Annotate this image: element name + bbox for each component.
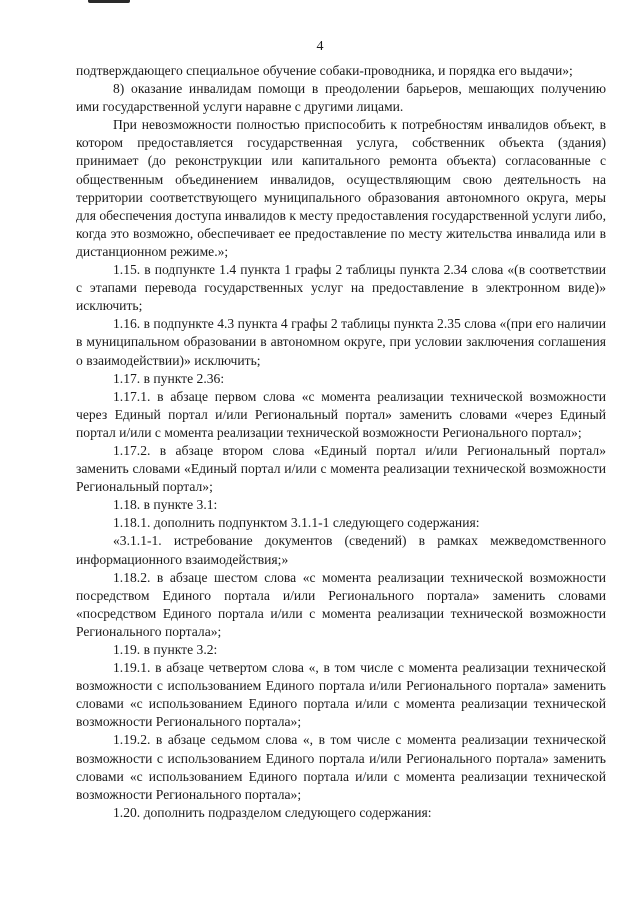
paragraph: 8) оказание инвалидам помощи в преодолении барьеров, мешающих получению ими государственной услуги наравне с другими лицами. bbox=[76, 81, 606, 115]
paragraph: «3.1.1-1. истребование документов (сведений) в рамках межведомственного информационного взаимодействия;» bbox=[76, 533, 606, 567]
paragraph: 1.19.1. в абзаце четвертом слова «, в том числе с момента реализации технической возможности с использованием Единого портала и/или Регионального портала» заменить словами «с использованием Единого портала и/или с момента реализации технической возможности Регионального портала»; bbox=[76, 660, 606, 730]
paragraph: 1.19. в пункте 3.2: bbox=[113, 642, 218, 657]
paragraph: 1.19.2. в абзаце седьмом слова «, в том числе с момента реализации технической возможности с использованием Единого портала и/или Регионального портала» заменить словами «с использованием Единого портала и/или с момента реализации технической возможности Регионального портала»; bbox=[76, 732, 606, 802]
paragraph: 1.15. в подпункте 1.4 пункта 1 графы 2 таблицы пункта 2.34 слова «(в соответствии с этапами перевода государственных услуг на предоставление в электронном виде)» исключить; bbox=[76, 262, 606, 314]
paragraph: При невозможности полностью приспособить к потребностям инвалидов объект, в котором предоставляется государственная услуга, собственник объекта (здания) принимает (до реконструкции или капитального ремонта объекта) согласованные с общественным объединением инвалидов, осуществляющим свою деятельность на территории соответствующего муниципального образования автономного округа, меры для обеспечения доступа инвалидов к месту предоставления государственной услуги либо, когда это возможно, обеспечивает ее предоставление по месту жительства инвалида или в дистанционном режиме.»; bbox=[76, 117, 606, 259]
page-number: 4 bbox=[316, 39, 324, 54]
paragraph: 1.18.2. в абзаце шестом слова «с момента реализации технической возможности посредством Единого портала и/или Регионального портала» заменить словами «посредством Единого портала и/или с момента реализации технической возможности Регионального портала»; bbox=[76, 569, 606, 639]
paragraph: 1.17. в пункте 2.36: bbox=[113, 370, 225, 386]
paragraph: 1.17.1. в абзаце первом слова «с момента реализации технической возможности через Единый портал и/или Региональный портал» заменить словами «через Единый портал и/или с момента реализации технической возможности Регионального портал»; bbox=[76, 388, 606, 440]
paragraph: 1.16. в подпункте 4.3 пункта 4 графы 2 таблицы пункта 2.35 слова «(при его наличии в муниципальном образовании в автономном округе, при условии заключения соглашения о взаимодействии)» исключить; bbox=[76, 316, 606, 368]
paragraph: 1.18. в пункте 3.1: bbox=[113, 497, 218, 513]
paragraph: подтверждающего специальное обучение собаки-проводника, и порядка его выдачи»; bbox=[76, 63, 573, 78]
paragraph: 1.17.2. в абзаце втором слова «Единый портал и/или Региональный портал» заменить словами «Единый портал и/или с момента реализации технической возможности Региональный портал»; bbox=[76, 442, 606, 495]
paragraph: 1.20. дополнить подразделом следующего содержания: bbox=[113, 804, 432, 820]
scan-mark bbox=[88, 0, 130, 3]
document-body bbox=[76, 62, 606, 822]
paragraph: 1.18.1. дополнить подпунктом 3.1.1-1 следующего содержания: bbox=[113, 515, 480, 531]
